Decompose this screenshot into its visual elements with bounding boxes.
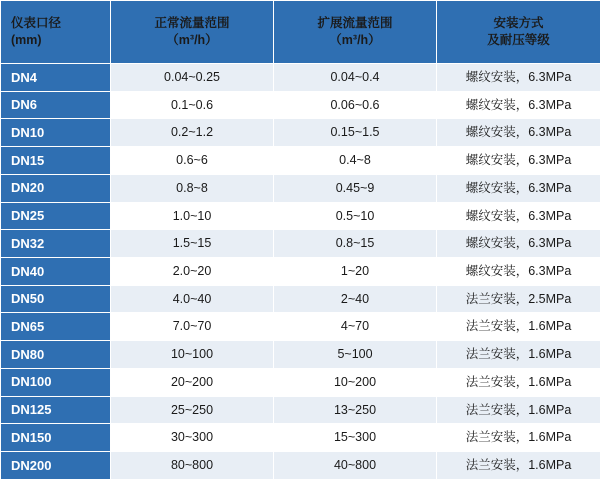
cell-installation: 法兰安装，1.6MPa	[437, 341, 600, 369]
cell-diameter: DN125	[1, 396, 111, 424]
cell-normal-range: 4.0~40	[111, 285, 274, 313]
header-line-1: 扩展流量范围	[317, 16, 393, 31]
cell-extended-range: 15~300	[274, 424, 437, 452]
header-line-2: (mm)	[11, 33, 42, 47]
cell-normal-range: 20~200	[111, 368, 274, 396]
cell-normal-range: 0.6~6	[111, 147, 274, 175]
cell-installation: 螺纹安装，6.3MPa	[437, 64, 600, 92]
cell-diameter: DN10	[1, 119, 111, 147]
header-cell-normal-range	[111, 1, 274, 64]
table-row	[1, 313, 600, 341]
cell-installation: 法兰安装，1.6MPa	[437, 424, 600, 452]
table-row	[1, 119, 600, 147]
table-header	[1, 1, 600, 64]
cell-normal-range: 7.0~70	[111, 313, 274, 341]
header-line-2: （m³/h）	[329, 33, 381, 47]
header-cell-extended-range	[274, 1, 437, 64]
cell-installation: 法兰安装，1.6MPa	[437, 368, 600, 396]
cell-extended-range: 5~100	[274, 341, 437, 369]
cell-extended-range: 0.45~9	[274, 174, 437, 202]
header-line-1: 正常流量范围	[154, 16, 230, 31]
table-row	[1, 147, 600, 175]
header-cell-diameter	[1, 1, 111, 64]
cell-normal-range: 0.2~1.2	[111, 119, 274, 147]
cell-diameter: DN20	[1, 174, 111, 202]
cell-extended-range: 1~20	[274, 258, 437, 286]
cell-normal-range: 0.8~8	[111, 174, 274, 202]
cell-extended-range: 2~40	[274, 285, 437, 313]
cell-diameter: DN25	[1, 202, 111, 230]
cell-diameter: DN4	[1, 64, 111, 92]
cell-installation: 法兰安装，1.6MPa	[437, 452, 600, 480]
cell-installation: 螺纹安装，6.3MPa	[437, 174, 600, 202]
cell-normal-range: 0.04~0.25	[111, 64, 274, 92]
cell-installation: 螺纹安装，6.3MPa	[437, 202, 600, 230]
cell-installation: 螺纹安装，6.3MPa	[437, 230, 600, 258]
cell-installation: 法兰安装，1.6MPa	[437, 313, 600, 341]
cell-extended-range: 10~200	[274, 368, 437, 396]
cell-installation: 法兰安装，1.6MPa	[437, 396, 600, 424]
table-row	[1, 174, 600, 202]
cell-extended-range: 4~70	[274, 313, 437, 341]
cell-normal-range: 30~300	[111, 424, 274, 452]
table-row	[1, 258, 600, 286]
cell-normal-range: 10~100	[111, 341, 274, 369]
cell-extended-range: 0.06~0.6	[274, 91, 437, 119]
cell-normal-range: 1.0~10	[111, 202, 274, 230]
table-row	[1, 452, 600, 480]
cell-diameter: DN50	[1, 285, 111, 313]
header-line-2: 及耐压等级	[487, 33, 550, 47]
table-row	[1, 424, 600, 452]
header-row	[1, 1, 600, 64]
cell-diameter: DN100	[1, 368, 111, 396]
table-row	[1, 341, 600, 369]
cell-installation: 螺纹安装，6.3MPa	[437, 258, 600, 286]
header-cell-installation	[437, 1, 600, 64]
cell-extended-range: 0.8~15	[274, 230, 437, 258]
header-line-1: 安装方式	[493, 16, 544, 31]
cell-diameter: DN80	[1, 341, 111, 369]
cell-extended-range: 40~800	[274, 452, 437, 480]
table-row	[1, 230, 600, 258]
cell-diameter: DN15	[1, 147, 111, 175]
cell-normal-range: 0.1~0.6	[111, 91, 274, 119]
cell-extended-range: 0.15~1.5	[274, 119, 437, 147]
cell-diameter: DN150	[1, 424, 111, 452]
cell-diameter: DN65	[1, 313, 111, 341]
cell-diameter: DN6	[1, 91, 111, 119]
cell-installation: 法兰安装，2.5MPa	[437, 285, 600, 313]
table-row	[1, 64, 600, 92]
cell-normal-range: 2.0~20	[111, 258, 274, 286]
cell-installation: 螺纹安装，6.3MPa	[437, 91, 600, 119]
cell-normal-range: 1.5~15	[111, 230, 274, 258]
cell-normal-range: 25~250	[111, 396, 274, 424]
table-row	[1, 202, 600, 230]
table-row	[1, 91, 600, 119]
table-row	[1, 396, 600, 424]
table-row	[1, 368, 600, 396]
cell-diameter: DN32	[1, 230, 111, 258]
cell-extended-range: 13~250	[274, 396, 437, 424]
cell-diameter: DN40	[1, 258, 111, 286]
cell-diameter: DN200	[1, 452, 111, 480]
cell-extended-range: 0.04~0.4	[274, 64, 437, 92]
cell-extended-range: 0.5~10	[274, 202, 437, 230]
table-row	[1, 285, 600, 313]
table-body	[1, 64, 600, 480]
header-line-1: 仪表口径	[11, 16, 62, 31]
cell-extended-range: 0.4~8	[274, 147, 437, 175]
header-line-2: （m³/h）	[166, 33, 218, 47]
cell-normal-range: 80~800	[111, 452, 274, 480]
cell-installation: 螺纹安装，6.3MPa	[437, 119, 600, 147]
cell-installation: 螺纹安装，6.3MPa	[437, 147, 600, 175]
